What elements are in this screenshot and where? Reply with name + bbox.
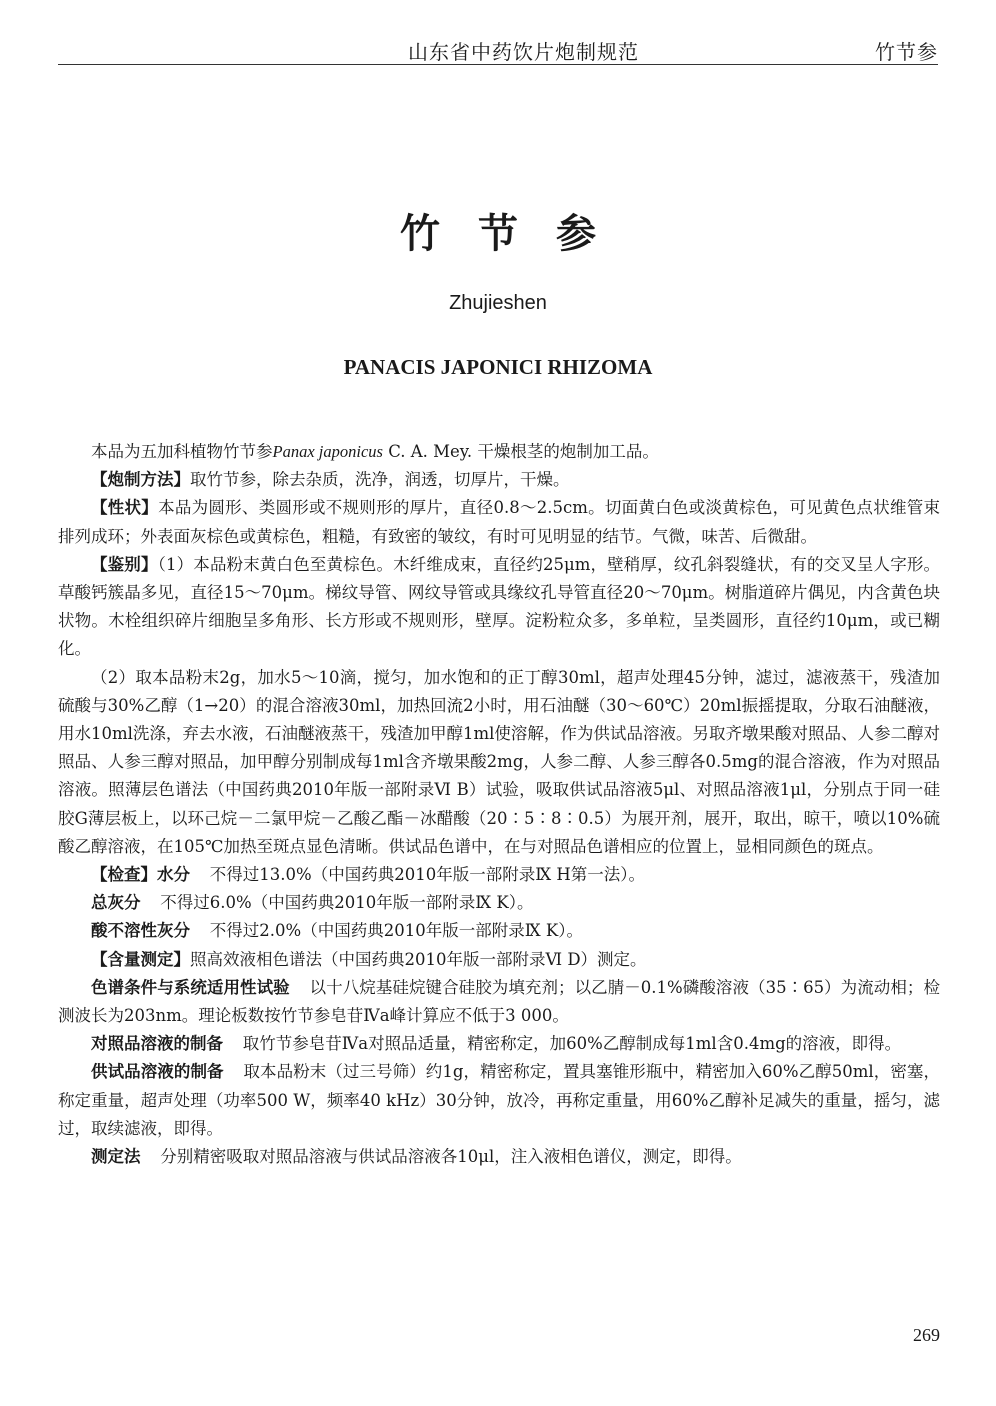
reference-solution-paragraph [58, 1030, 940, 1058]
total-ash-paragraph [58, 889, 940, 917]
identification-paragraph-2 [58, 664, 940, 861]
assay-paragraph [58, 946, 940, 974]
monograph-pinyin: Zhujieshen [449, 292, 547, 314]
conditions-text: 以十八烷基硅烷键合硅胶为填充剂；以乙腈－0.1%磷酸溶液（35∶65）为流动相；检测波长为203nm。理论板数按竹节参皂苷Ⅳa峰计算应不低于3 000。 [58, 977, 940, 1026]
identification-text-1: （1）本品粉末黄白色至黄棕色。木纤维成束，直径约25μm，壁稍厚，纹孔斜裂缝状，有的交叉呈人字形。草酸钙簇晶多见，直径15～70μm。梯纹导管、网纹导管或具缘纹孔导管直径20～70μm。树脂道碎片偶见，内含黄色块状物。木栓组织碎片细胞呈多角形、长方形或不规则形，壁厚。淀粉粒众多，多单粒，呈类圆形，直径约10μm，或已糊化。 [58, 554, 940, 659]
reference-solution-label: 对照品溶液的制备 [91, 1034, 223, 1054]
intro-text-end: C. A. Mey. 干燥根茎的炮制加工品。 [382, 442, 659, 461]
intro-text: 本品为五加科植物竹节参 [91, 442, 273, 461]
assay-text: 照高效液相色谱法（中国药典2010年版一部附录Ⅵ D）测定。 [190, 949, 647, 969]
acid-ash-paragraph [58, 917, 940, 945]
identification-text-2: （2）取本品粉末2g，加水5～10滴，搅匀，加水饱和的正丁醇30ml，超声处理45分钟，滤过，滤液蒸干，残渣加硫酸与30%乙醇（1→20）的混合溶液30ml，加热回流2小时，用石油醚（30～60℃）20ml振摇提取，分取石油醚液，用水10ml洗涤，弃去水液，石油醚液蒸干，残渣加甲醇1ml使溶解，作为供试品溶液。另取齐墩果酸对照品、人参二醇对照品、人参三醇对照品，加甲醇分别制成每1ml含齐墩果酸2mg，人参二醇、人参三醇各0.5mg的混合溶液，作为对照品溶液。照薄层色谱法（中国药典2010年版一部附录Ⅵ B）试验，吸取供试品溶液5μl、对照品溶液1μl，分别点于同一硅胶G薄层板上，以环己烷－二氯甲烷－乙酸乙酯－冰醋酸（20∶5∶8∶0.5）为展开剂，展开，取出，晾干，喷以10%硫酸乙醇溶液，在105℃加热至斑点显色清晰。供试品色谱中，在与对照品色谱相应的位置上，显相同颜色的斑点。 [58, 667, 940, 856]
total-ash-text: 不得过6.0%（中国药典2010年版一部附录Ⅸ K）。 [160, 893, 534, 913]
total-ash-label: 总灰分 [91, 893, 141, 913]
monograph-latin-name: PANACIS JAPONICI RHIZOMA [343, 355, 653, 379]
monograph-body [58, 438, 940, 1171]
checks-heading: 【检查】 [91, 865, 157, 885]
processing-text: 取竹节参，除去杂质，洗净，润透，切厚片，干燥。 [190, 470, 570, 490]
page-number: 269 [913, 1325, 940, 1345]
test-solution-text: 取本品粉末（过三号筛）约1g，精密称定，置具塞锥形瓶中，精密加入60%乙醇50ml，密塞，称定重量，超声处理（功率500 W，频率40 kHz）30分钟，放冷，再称定重量，用60%乙醇补足减失的重量，摇匀，滤过，取续滤液，即得。 [58, 1062, 941, 1138]
processing-paragraph [58, 466, 940, 494]
moisture-text: 不得过13.0%（中国药典2010年版一部附录Ⅸ H第一法）。 [209, 865, 646, 885]
acid-ash-text: 不得过2.0%（中国药典2010年版一部附录Ⅸ K）。 [209, 921, 583, 941]
chromatography-conditions-paragraph [58, 974, 940, 1030]
header-section-title: 竹节参 [875, 40, 938, 64]
test-solution-paragraph [58, 1058, 940, 1143]
intro-paragraph [58, 438, 940, 466]
assay-heading: 【含量测定】 [91, 949, 190, 969]
species-latin-name: Panax japonicus [272, 442, 383, 461]
identification-heading: 【鉴别】 [91, 554, 158, 574]
reference-solution-text: 取竹节参皂苷Ⅳa对照品适量，精密称定，加60%乙醇制成每1ml含0.4mg的溶液，即得。 [242, 1034, 902, 1054]
procedure-paragraph [58, 1143, 940, 1171]
header-rule [58, 64, 938, 65]
monograph-title: 竹节参 [400, 211, 634, 257]
procedure-label: 测定法 [91, 1147, 141, 1167]
moisture-paragraph [58, 861, 940, 889]
running-header [58, 30, 938, 68]
identification-paragraph-1 [58, 551, 940, 664]
description-text: 本品为圆形、类圆形或不规则形的厚片，直径0.8～2.5cm。切面黄白色或淡黄棕色，可见黄色点状维管束排列成环；外表面灰棕色或黄棕色，粗糙，有致密的皱纹，有时可见明显的结节。气微，味苦、后微甜。 [58, 498, 940, 546]
procedure-text: 分别精密吸取对照品溶液与供试品溶液各10μl，注入液相色谱仪，测定，即得。 [160, 1147, 742, 1167]
header-book-title: 山东省中药饮片炮制规范 [408, 40, 639, 64]
moisture-label: 水分 [157, 865, 190, 885]
acid-ash-label: 酸不溶性灰分 [91, 921, 190, 941]
test-solution-label: 供试品溶液的制备 [91, 1062, 224, 1082]
conditions-label: 色谱条件与系统适用性试验 [91, 977, 290, 997]
description-paragraph [58, 494, 940, 550]
processing-heading: 【炮制方法】 [91, 470, 190, 490]
description-heading: 【性状】 [91, 498, 159, 518]
